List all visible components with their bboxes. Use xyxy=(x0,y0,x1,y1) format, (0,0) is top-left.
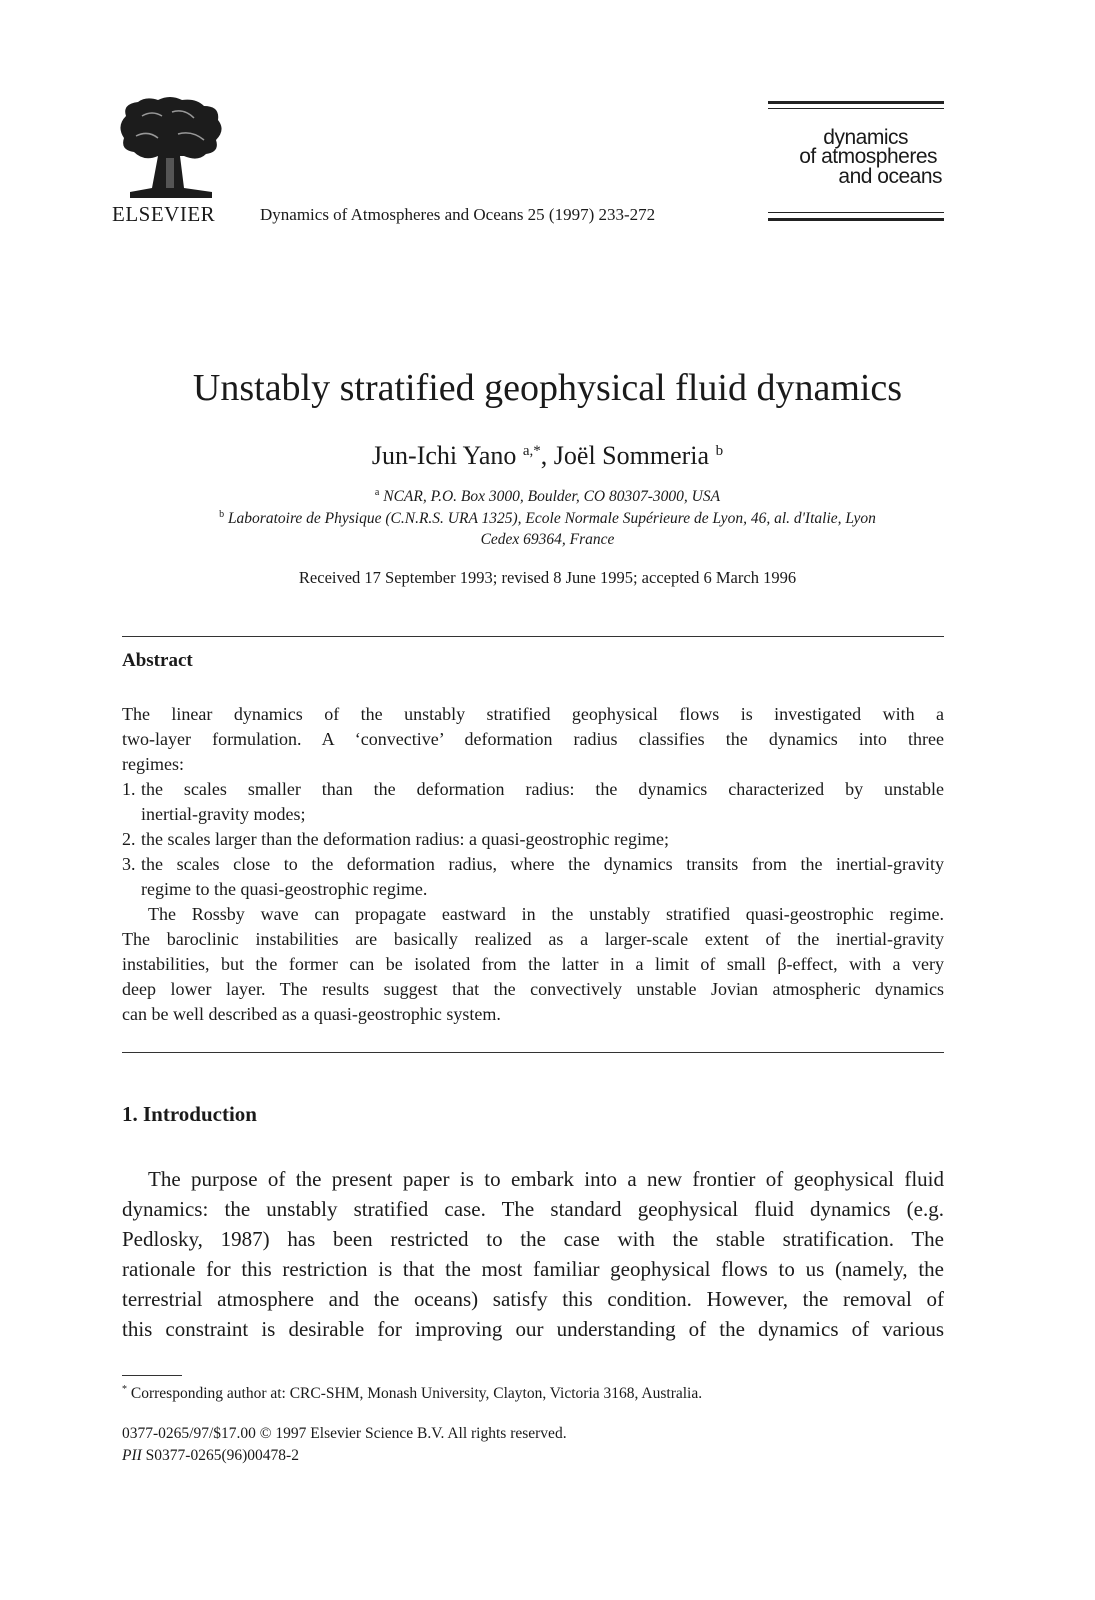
journal-logo-rule-bottom xyxy=(768,212,944,221)
text-line: the scales smaller than the deformation radius: the dynamics characterized by unstable xyxy=(141,779,944,799)
affiliation-b xyxy=(0,509,1095,528)
journal-wordmark-line: dynamics xyxy=(823,126,908,149)
paper-title: Unstably stratified geophysical fluid dynamics xyxy=(192,367,903,409)
journal-wordmark-line: of atmospheres xyxy=(799,145,937,169)
text-line: regime to the quasi-geostrophic regime. xyxy=(141,879,428,899)
abstract-paragraph xyxy=(122,702,944,777)
text-line: two-layer formulation. A ‘convective’ deformation radius classifies the dynamics into three xyxy=(122,729,944,749)
list-number: 1. xyxy=(122,779,136,799)
text-line: inertial-gravity modes; xyxy=(141,804,306,824)
author-affiliation-mark: a,* xyxy=(522,443,541,459)
text-line: instabilities, but the former can be isolated from the latter in a limit of small β-effect, with a very xyxy=(122,954,944,974)
author-separator: , xyxy=(540,441,554,470)
elsevier-tree-logo xyxy=(112,96,232,200)
abstract-paragraph xyxy=(122,902,944,1027)
pii-label: PII xyxy=(122,1447,142,1464)
affiliation-b-continued: Cedex 69364, France xyxy=(480,531,615,548)
received-dates: Received 17 September 1993; revised 8 June 1995; accepted 6 March 1996 xyxy=(298,568,797,587)
text-line: deep lower layer. The results suggest that the convectively unstable Jovian atmospheric dynamics xyxy=(122,979,944,999)
text-line: the scales larger than the deformation radius: a quasi-geostrophic regime; xyxy=(141,829,669,849)
list-number: 2. xyxy=(122,829,136,849)
author-name: Joël Sommeria xyxy=(553,441,710,470)
journal-wordmark-line: and oceans xyxy=(838,164,942,188)
affiliation-text: Laboratoire de Physique (C.N.R.S. URA 1325), Ecole Normale Supérieure de Lyon, 46, al. d'Italie, Lyon xyxy=(227,510,876,527)
journal-citation: Dynamics of Atmospheres and Oceans 25 (1997) 233-272 xyxy=(260,205,656,224)
journal-logo-rule-top xyxy=(768,101,944,109)
text-line: The Rossby wave can propagate eastward in the unstably stratified quasi-geostrophic regime. xyxy=(148,904,944,924)
abstract-rule-top xyxy=(122,636,944,637)
journal-wordmark xyxy=(768,128,944,186)
pii-line xyxy=(122,1447,299,1465)
text-line: regimes: xyxy=(122,754,184,774)
text-line: The linear dynamics of the unstably stratified geophysical flows is investigated with a xyxy=(122,704,944,724)
body-paragraph xyxy=(122,1164,944,1344)
pii-value: S0377-0265(96)00478-2 xyxy=(141,1447,299,1464)
abstract-heading: Abstract xyxy=(122,650,193,671)
text-line: Pedlosky, 1987) has been restricted to the case with the stable stratification. The xyxy=(122,1227,944,1251)
text-line: the scales close to the deformation radius, where the dynamics transits from the inertial-gravity xyxy=(141,854,944,874)
footnote-text: Corresponding author at: CRC-SHM, Monash University, Clayton, Victoria 3168, Australia. xyxy=(130,1385,703,1402)
publisher-name: ELSEVIER xyxy=(112,202,216,226)
affiliation-text: NCAR, P.O. Box 3000, Boulder, CO 80307-3000, USA xyxy=(383,488,721,505)
footnote xyxy=(122,1384,702,1403)
text-line: terrestrial atmosphere and the oceans) satisfy this condition. However, the removal of xyxy=(122,1287,944,1311)
text-line: rationale for this restriction is that the most familiar geophysical flows to us (namely, the xyxy=(122,1257,944,1281)
section-heading: 1. Introduction xyxy=(122,1102,257,1126)
author-affiliation-mark: b xyxy=(715,443,724,459)
text-line: The baroclinic instabilities are basically realized as a larger-scale extent of the inertial-gravity xyxy=(122,929,944,949)
author-list xyxy=(0,441,1095,471)
text-line: can be well described as a quasi-geostrophic system. xyxy=(122,1004,501,1024)
list-number: 3. xyxy=(122,854,136,874)
footnote-mark: * xyxy=(122,1384,127,1395)
text-line: The purpose of the present paper is to embark into a new frontier of geophysical fluid xyxy=(148,1167,944,1191)
author-name: Jun-Ichi Yano xyxy=(371,441,517,470)
text-line: dynamics: the unstably stratified case. The standard geophysical fluid dynamics (e.g. xyxy=(122,1197,944,1221)
abstract-rule-bottom xyxy=(122,1052,944,1053)
footnote-rule xyxy=(122,1375,182,1376)
copyright-line: 0377-0265/97/$17.00 © 1997 Elsevier Science B.V. All rights reserved. xyxy=(122,1425,567,1442)
text-line: this constraint is desirable for improving our understanding of the dynamics of various xyxy=(122,1317,944,1341)
affiliation-mark: a xyxy=(374,487,380,498)
affiliation-mark: b xyxy=(219,509,225,520)
affiliation-a xyxy=(0,487,1095,506)
